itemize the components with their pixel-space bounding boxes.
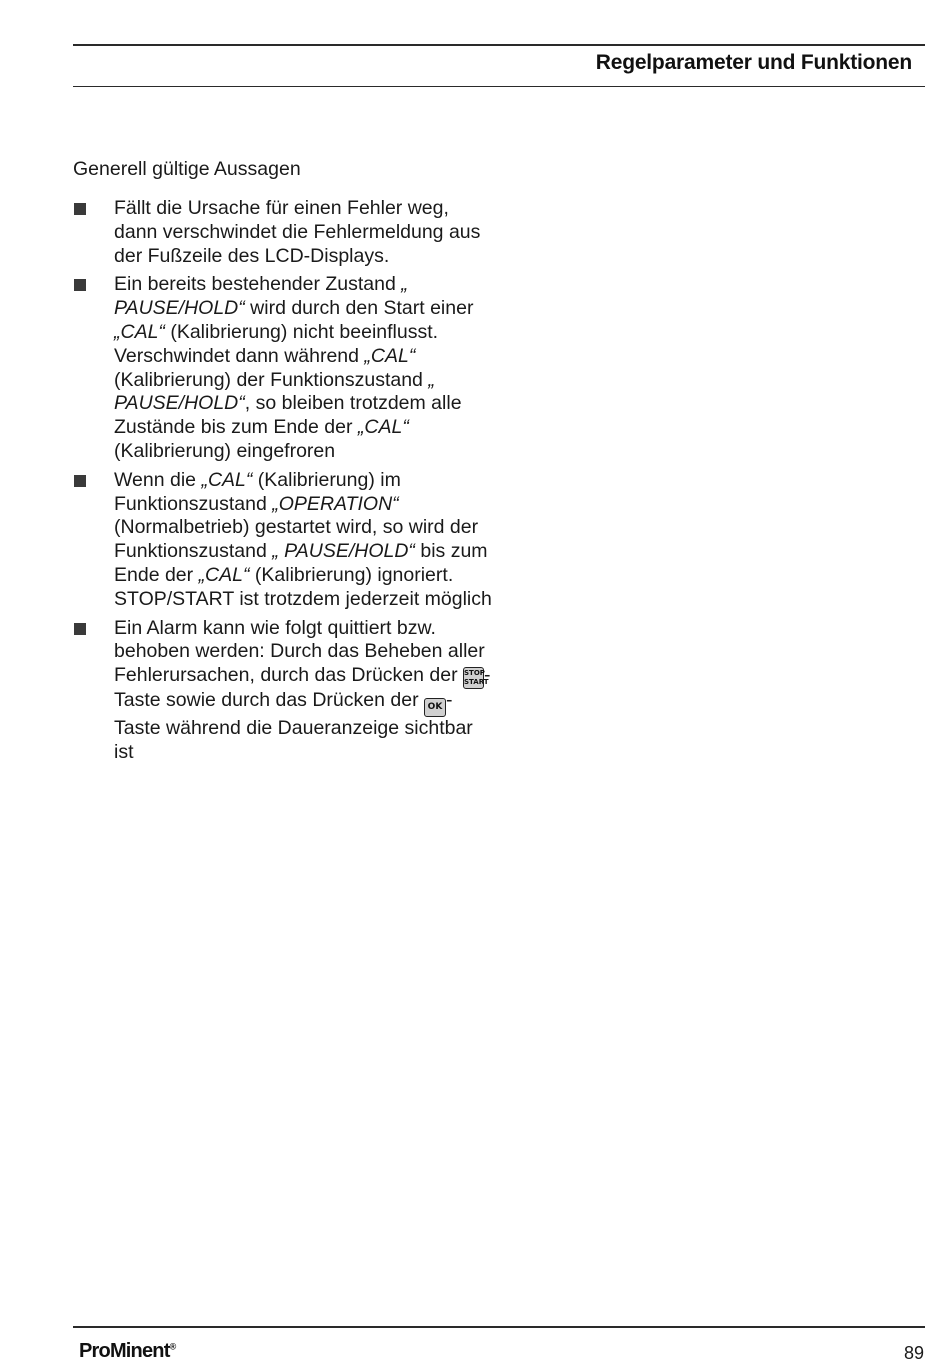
square-bullet-icon	[74, 623, 86, 635]
stop-start-key-icon: STOP START	[463, 667, 484, 689]
state-cal: „CAL“	[198, 563, 250, 586]
bullet-text: (Kalibrierung) nicht beeinflusst. Verschwindet dann während	[114, 320, 439, 367]
footer-rule	[73, 1326, 925, 1328]
bullet-text: Fällt die Ursache für einen Fehler weg, dann verschwindet die Fehlermeldung aus der Fußzeile des LCD-Displays.	[114, 197, 481, 267]
state-pause-hold: „ PAUSE/HOLD“	[272, 540, 415, 563]
header-rule-bottom	[73, 86, 925, 87]
bullet-text: bis zum Ende der	[114, 540, 488, 586]
state-operation: „OPERATION“	[272, 492, 399, 515]
header-rule-top	[73, 44, 925, 46]
bullet-text: Ein Alarm kann wie folgt quittiert bzw. behoben werden: Durch das Beheben aller Fehlerursachen, durch das Drücken der	[114, 616, 485, 687]
list-item	[73, 197, 493, 268]
ok-key-icon: OK	[424, 698, 446, 717]
bullet-text: (Kalibrierung) im Funktionszustand	[114, 468, 401, 515]
square-bullet-icon	[74, 475, 86, 487]
list-item	[73, 617, 493, 765]
square-bullet-icon	[74, 203, 86, 215]
bullet-text: Ein bereits bestehender Zustand	[114, 273, 402, 296]
bullet-text: (Kalibrierung) eingefroren	[114, 439, 336, 462]
bullet-text: , so bleiben trotzdem alle Zustände bis zum Ende der	[114, 392, 462, 439]
bullet-text: (Kalibrierung) ignoriert. STOP/START ist trotzdem jederzeit möglich	[114, 563, 492, 610]
state-cal: „CAL“	[364, 344, 416, 367]
state-cal: „CAL“	[201, 468, 253, 491]
bullet-text: (Normalbetrieb) gestartet wird, so wird der Funktionszustand	[114, 516, 479, 563]
bullet-text: -Taste während die Daueranzeige sichtbar ist	[114, 689, 473, 763]
prominent-logo: ProMinent®	[79, 1340, 177, 1362]
square-bullet-icon	[74, 279, 86, 291]
bullet-text: wird durch den Start einer	[244, 297, 474, 320]
bullet-text: Wenn die	[114, 468, 202, 491]
state-cal: „CAL“	[114, 320, 165, 343]
list-item	[73, 469, 493, 612]
state-cal: „CAL“	[357, 416, 409, 439]
section-title: Generell gültige Aussagen	[73, 158, 301, 180]
page-header-title: Regelparameter und Funktionen	[595, 51, 912, 74]
bullet-text: (Kalibrierung) der Funktionszustand	[114, 368, 429, 391]
state-pause-hold: „ PAUSE/HOLD“	[114, 273, 408, 320]
bullet-text: -Taste sowie durch das Drücken der	[114, 664, 491, 712]
statement-list	[73, 197, 493, 770]
state-pause-hold: „ PAUSE/HOLD“	[114, 368, 435, 415]
page-number: 89	[903, 1343, 924, 1363]
list-item	[73, 273, 493, 463]
